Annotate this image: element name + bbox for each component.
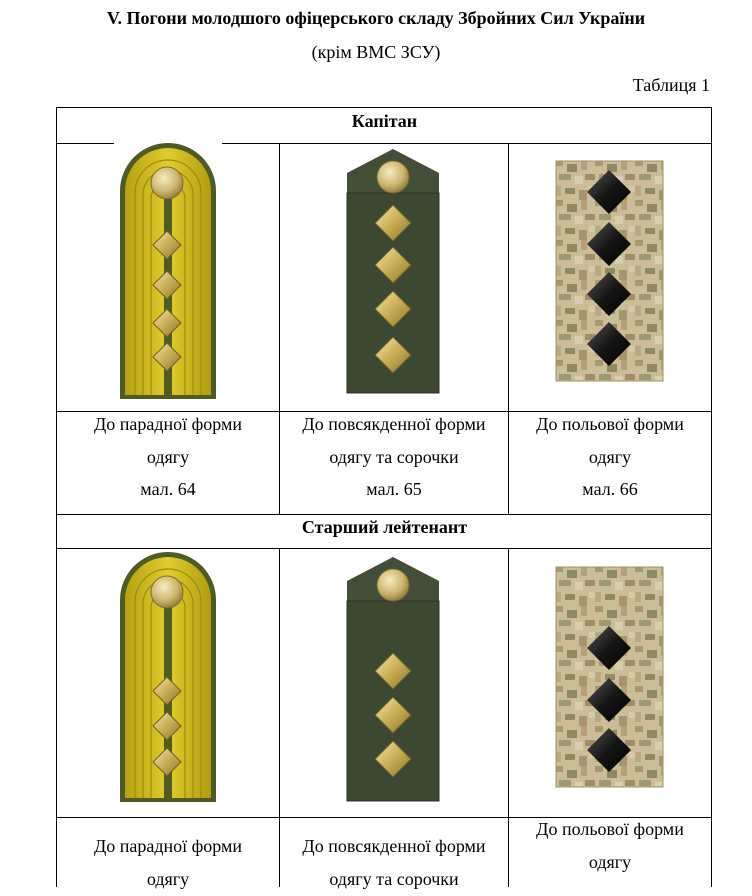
caption-field-senior-lieutenant: До польової форми одягу (536, 819, 684, 872)
caption-everyday-senior-lieutenant: До повсякденної форми одягу та сорочки (302, 836, 486, 889)
document-heading: V. Погони молодшого офіцерського складу Збройних Сил України (106, 8, 646, 28)
parade-shoulder-board-senior-lieutenant (118, 552, 218, 804)
caption-field-captain: До польової форми одягу мал. 66 (536, 414, 684, 499)
parade-shoulder-board-captain (118, 143, 218, 401)
everyday-shoulder-board-captain (345, 147, 442, 395)
rank-header-senior-lieutenant: Старший лейтенант (301, 517, 468, 537)
field-shoulder-board-senior-lieutenant (555, 566, 664, 788)
caption-everyday-captain: До повсякденної форми одягу та сорочки мал. 65 (302, 414, 486, 499)
document-subheading: (крім ВМС ЗСУ) (311, 42, 441, 62)
table-label: Таблиця 1 (632, 75, 710, 95)
rank-header-captain: Капітан (351, 111, 418, 131)
gold-star-icon (153, 677, 181, 776)
field-shoulder-board-captain (555, 160, 664, 382)
everyday-shoulder-board-senior-lieutenant (345, 555, 442, 803)
gold-star-icon (375, 653, 411, 777)
black-star-icon (587, 626, 631, 772)
caption-parade-senior-lieutenant: До парадної форми одягу (93, 836, 243, 889)
caption-parade-captain: До парадної форми одягу мал. 64 (93, 414, 243, 499)
